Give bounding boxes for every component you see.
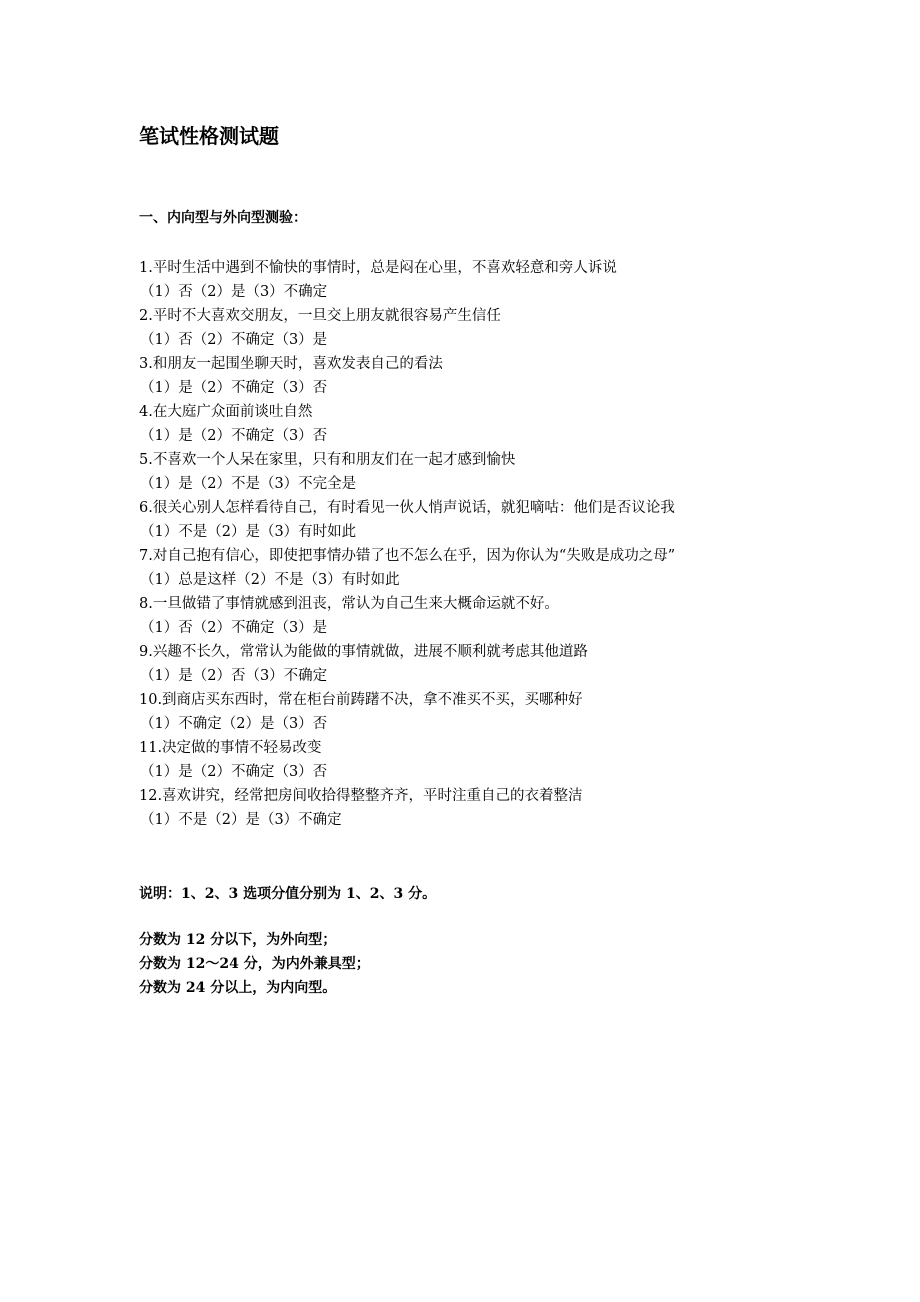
question-options: （1）不是（2）是（3）有时如此 [140, 524, 357, 540]
question-options: （1）是（2）不确定（3）否 [140, 428, 328, 444]
question-list [139, 256, 839, 832]
scoring-note: 说明：1、2、3 选项分值分别为 1、2、3 分。 [139, 886, 437, 902]
question-text: 7.对自己抱有信心，即使把事情办错了也不怎么在乎，因为你认为“失败是成功之母” [139, 548, 676, 564]
question-item [139, 784, 839, 832]
question-text: 8.一旦做错了事情就感到沮丧，常认为自己生来大概命运就不好。 [139, 596, 559, 612]
question-text: 2.平时不大喜欢交朋友，一旦交上朋友就很容易产生信任 [139, 308, 501, 324]
question-item [139, 256, 839, 304]
question-options: （1）否（2）不确定（3）是 [140, 332, 328, 348]
question-text: 3.和朋友一起围坐聊天时，喜欢发表自己的看法 [139, 356, 443, 372]
question-options: （1）否（2）不确定（3）是 [140, 620, 328, 636]
question-item [139, 400, 839, 448]
question-text: 5.不喜欢一个人呆在家里，只有和朋友们在一起才感到愉快 [139, 452, 516, 468]
question-item [139, 592, 839, 640]
question-options: （1）不是（2）是（3）不确定 [140, 812, 342, 828]
result-line: 分数为 12～24 分，为内外兼具型； [139, 956, 370, 972]
page-title: 笔试性格测试题 [139, 124, 279, 148]
question-text: 4.在大庭广众面前谈吐自然 [139, 404, 313, 420]
section-heading: 一、内向型与外向型测验： [139, 210, 307, 226]
question-item [139, 496, 839, 544]
question-text: 11.决定做的事情不轻易改变 [139, 740, 322, 756]
question-options: （1）是（2）不是（3）不完全是 [140, 476, 357, 492]
question-item [139, 304, 839, 352]
question-item [139, 736, 839, 784]
scoring-section [139, 882, 839, 1000]
question-item [139, 688, 839, 736]
question-options: （1）是（2）否（3）不确定 [140, 668, 328, 684]
question-item [139, 352, 839, 400]
result-line: 分数为 12 分以下，为外向型； [139, 932, 337, 948]
question-text: 1.平时生活中遇到不愉快的事情时，总是闷在心里，不喜欢轻意和旁人诉说 [139, 260, 617, 276]
result-line: 分数为 24 分以上，为内向型。 [139, 980, 337, 996]
question-text: 6.很关心别人怎样看待自己，有时看见一伙人悄声说话，就犯嘀咕：他们是否议论我 [139, 500, 675, 516]
question-text: 9.兴趣不长久，常常认为能做的事情就做，进展不顺利就考虑其他道路 [139, 644, 588, 660]
spacer [139, 906, 839, 928]
question-options: （1）否（2）是（3）不确定 [140, 284, 328, 300]
question-options: （1）总是这样（2）不是（3）有时如此 [140, 572, 400, 588]
question-item [139, 544, 839, 592]
question-options: （1）不确定（2）是（3）否 [140, 716, 328, 732]
question-text: 10.到商店买东西时，常在柜台前踌躇不决，拿不准买不买，买哪种好 [139, 692, 583, 708]
question-text: 12.喜欢讲究，经常把房间收拾得整整齐齐，平时注重自己的衣着整洁 [139, 788, 583, 804]
question-options: （1）是（2）不确定（3）否 [140, 764, 328, 780]
question-item [139, 640, 839, 688]
question-options: （1）是（2）不确定（3）否 [140, 380, 328, 396]
question-item [139, 448, 839, 496]
